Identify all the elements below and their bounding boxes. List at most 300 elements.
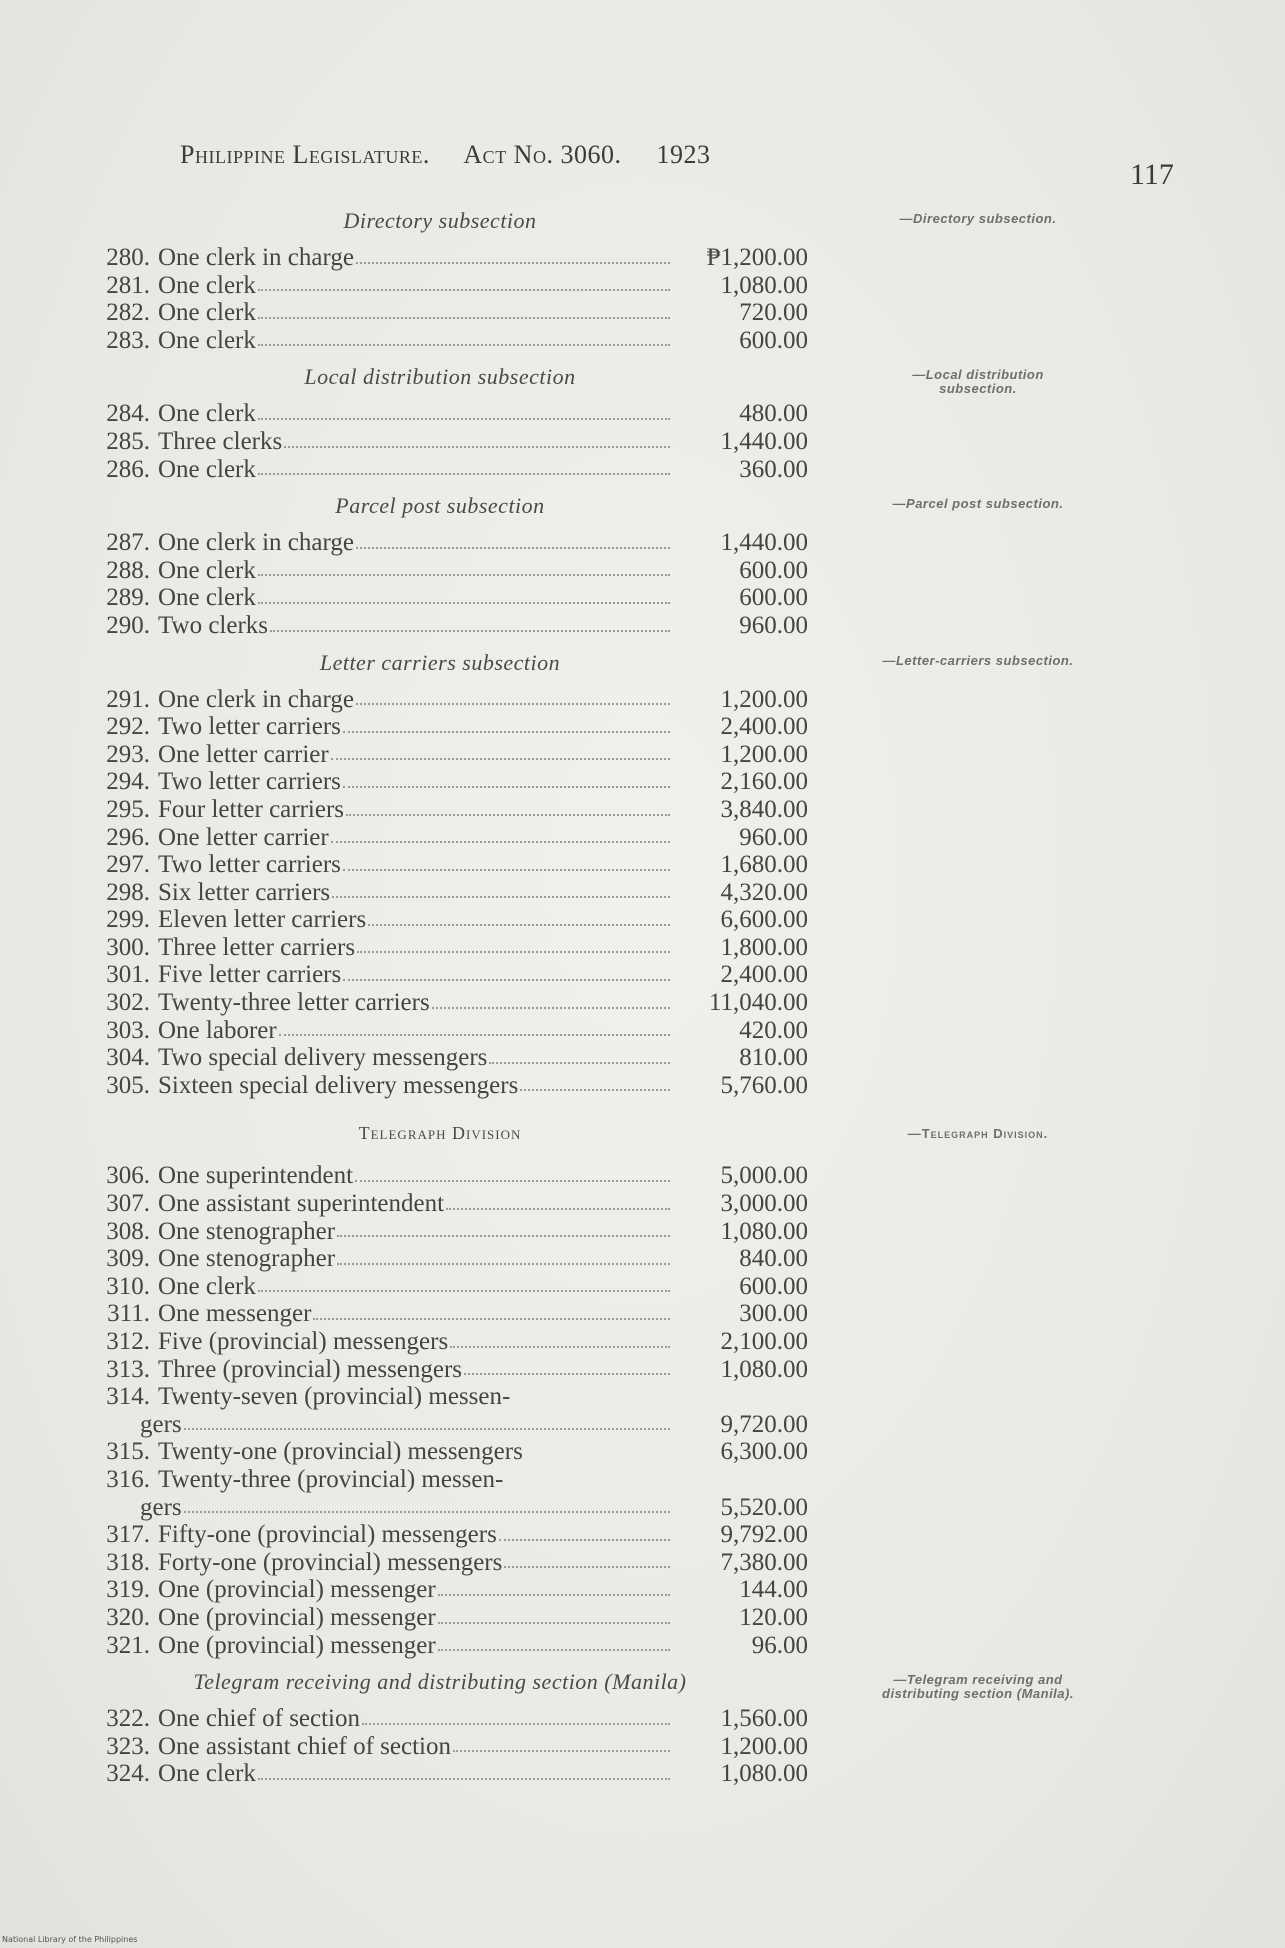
item-description-text: One clerk in charge: [158, 685, 354, 713]
item-description-text: One clerk: [158, 455, 256, 483]
item-description-text: One superintendent: [158, 1162, 354, 1190]
dot-leader: [258, 400, 670, 420]
dot-leader: [258, 299, 670, 319]
item-description: [158, 1705, 678, 1733]
item-description: [158, 1576, 678, 1604]
item-amount: 810.00: [739, 1044, 808, 1072]
dot-leader: [356, 686, 670, 706]
item-description-text: Twenty-three letter carriers: [158, 989, 430, 1017]
item-amount: 9,720.00: [720, 1410, 808, 1438]
dot-leader: [331, 741, 670, 761]
line-item: [90, 272, 890, 300]
line-item: [90, 1521, 890, 1549]
item-description: [158, 1733, 678, 1761]
item-description-text: One letter carrier: [158, 740, 329, 768]
item-description: [158, 741, 678, 769]
item-number: 301.: [106, 961, 150, 989]
item-description-text: Three (provincial) messengers: [158, 1355, 463, 1383]
item-description: [158, 612, 678, 640]
item-amount: 3,840.00: [720, 795, 808, 823]
item-description: [158, 1245, 678, 1273]
item-description-text: One clerk: [158, 556, 256, 584]
running-header: [180, 140, 880, 170]
item-description-text: Two clerks: [158, 611, 269, 639]
item-amount: 6,300.00: [720, 1438, 808, 1466]
line-item: [90, 1017, 890, 1045]
item-number: 295.: [106, 795, 150, 823]
item-number: 284.: [106, 400, 150, 428]
item-number: 286.: [106, 455, 150, 483]
dot-leader: [432, 989, 670, 1009]
line-item: [90, 244, 890, 272]
item-number: 314.: [106, 1383, 150, 1411]
section-title: [90, 208, 1057, 234]
line-item: [90, 1218, 890, 1246]
item-description-text: One clerk: [158, 326, 256, 354]
item-number: 304.: [106, 1044, 150, 1072]
item-amount: 600.00: [739, 556, 808, 584]
item-number: 315.: [106, 1438, 150, 1466]
item-description: [158, 713, 678, 741]
line-item: [90, 1632, 890, 1660]
item-amount: 1,200.00: [720, 685, 808, 713]
dot-leader: [343, 768, 670, 788]
dot-leader: [258, 557, 670, 577]
section-title: [90, 1123, 1049, 1144]
line-item: [90, 1411, 890, 1439]
item-description: [158, 851, 678, 879]
dot-leader: [258, 584, 670, 604]
line-item: [90, 529, 890, 557]
item-amount: 1,080.00: [720, 271, 808, 299]
item-number: 288.: [106, 556, 150, 584]
item-description-text: gers: [140, 1493, 182, 1521]
item-description-text: Five letter carriers: [158, 961, 342, 989]
dot-leader: [356, 244, 670, 264]
item-description: [158, 1190, 678, 1218]
item-amount: 1,560.00: [720, 1705, 808, 1733]
line-item: [90, 768, 890, 796]
item-number: 289.: [106, 584, 150, 612]
item-description-text: One clerk: [158, 299, 256, 327]
line-item: [90, 1760, 890, 1788]
item-description: [158, 1044, 678, 1072]
dot-leader: [446, 1190, 670, 1210]
footer-tag: National Library of the Philippines: [2, 1935, 138, 1944]
item-number: 321.: [106, 1631, 150, 1659]
item-amount: 96.00: [751, 1631, 808, 1659]
item-description: [158, 796, 678, 824]
item-amount: 360.00: [739, 455, 808, 483]
item-number: 302.: [106, 989, 150, 1017]
item-amount: 2,400.00: [720, 961, 808, 989]
item-amount: 1,080.00: [720, 1760, 808, 1788]
dot-leader: [343, 851, 670, 871]
item-description: [158, 456, 678, 484]
dot-leader: [258, 1273, 670, 1293]
section-title-text: Parcel post subsection: [335, 493, 545, 519]
item-number: 317.: [106, 1521, 150, 1549]
item-description: [158, 1632, 678, 1660]
dot-leader: [438, 1632, 670, 1652]
item-description: [158, 1072, 678, 1100]
item-amount: 960.00: [739, 611, 808, 639]
line-item: [90, 1044, 890, 1072]
dot-leader: [355, 1162, 670, 1182]
header-year: 1923: [656, 140, 711, 169]
margin-note: —Parcel post subsection.: [892, 496, 1064, 512]
dot-leader: [362, 1705, 670, 1725]
item-description-text: One clerk in charge: [158, 244, 354, 271]
item-description: [158, 244, 678, 272]
line-item: [90, 1604, 890, 1632]
item-description: [158, 400, 678, 428]
item-amount: 2,400.00: [720, 713, 808, 741]
item-number: 280.: [106, 244, 150, 271]
dot-leader: [331, 824, 670, 844]
item-number: 292.: [106, 713, 150, 741]
item-amount: 1,440.00: [720, 427, 808, 455]
dot-leader: [438, 1576, 670, 1596]
item-number: 318.: [106, 1548, 150, 1576]
section-title: [90, 649, 1074, 676]
item-number: 305.: [106, 1071, 150, 1099]
item-number: 294.: [106, 768, 150, 796]
item-number: 313.: [106, 1355, 150, 1383]
line-item: [90, 557, 890, 585]
section-title: [90, 1669, 1074, 1702]
item-amount: 960.00: [739, 823, 808, 851]
line-item: [90, 456, 890, 484]
item-amount: 5,520.00: [720, 1493, 808, 1521]
header-legislature: Philippine Legislature.: [180, 140, 430, 169]
item-amount: 11,040.00: [708, 989, 808, 1017]
item-description-text: Forty-one (provincial) messengers: [158, 1548, 503, 1576]
item-description-text: Five (provincial) messengers: [158, 1328, 449, 1355]
item-description-text: One letter carrier: [158, 823, 329, 851]
dot-leader: [450, 1328, 670, 1348]
item-amount: 1,200.00: [720, 1732, 808, 1760]
item-description: [158, 1760, 678, 1788]
item-description-text: One (provincial) messenger: [158, 1603, 436, 1631]
item-amount: 5,000.00: [720, 1162, 808, 1190]
item-description-text: Twenty-seven (provincial) messen-: [158, 1383, 511, 1411]
item-description-text: One stenographer: [158, 1245, 336, 1273]
item-description: [140, 1494, 678, 1522]
item-description-text: One laborer: [158, 1016, 277, 1044]
line-item: [90, 299, 890, 327]
item-number: 324.: [106, 1760, 150, 1788]
item-description: [158, 1383, 678, 1411]
line-item: [90, 1733, 890, 1761]
item-amount: 4,320.00: [720, 878, 808, 906]
item-amount: 1,440.00: [720, 529, 808, 557]
line-item: [90, 1162, 890, 1190]
line-item: [90, 1328, 890, 1356]
item-description-text: Four letter carriers: [158, 795, 345, 823]
item-description: [158, 1017, 678, 1045]
item-description-text: Two letter carriers: [158, 713, 341, 741]
line-item: [90, 1705, 890, 1733]
header-act: Act No. 3060.: [463, 140, 622, 169]
line-item: [90, 989, 890, 1017]
item-description: [140, 1411, 678, 1439]
item-description: [158, 961, 678, 989]
item-description: [158, 879, 678, 907]
dot-leader: [499, 1521, 670, 1541]
item-description: [158, 327, 678, 355]
item-description-text: One (provincial) messenger: [158, 1576, 436, 1604]
item-description-text: One clerk: [158, 1272, 256, 1300]
item-description: [158, 1466, 678, 1494]
item-amount: 144.00: [739, 1576, 808, 1604]
item-description: [158, 1328, 678, 1356]
item-description-text: Two letter carriers: [158, 851, 341, 879]
item-description: [158, 989, 678, 1017]
dot-leader: [438, 1604, 670, 1624]
item-description-text: One clerk: [158, 271, 256, 299]
dot-leader: [332, 879, 670, 899]
line-item: [90, 428, 890, 456]
section-title-text: Local distribution subsection: [304, 364, 576, 390]
line-item: [90, 1300, 890, 1328]
section-title-text: Telegraph Division: [358, 1123, 522, 1144]
item-description: [158, 1162, 678, 1190]
dot-leader: [356, 529, 670, 549]
item-amount: 600.00: [739, 326, 808, 354]
dot-leader: [258, 1760, 670, 1780]
line-item: [90, 1072, 890, 1100]
line-item: [90, 584, 890, 612]
item-amount: 6,600.00: [720, 906, 808, 934]
item-amount: 1,080.00: [720, 1355, 808, 1383]
line-item: [90, 934, 890, 962]
item-number: 293.: [106, 740, 150, 768]
line-item: [90, 686, 890, 714]
dot-leader: [357, 934, 670, 954]
line-item: [90, 327, 890, 355]
item-number: 316.: [106, 1465, 150, 1493]
margin-note: —Telegraph Division.: [907, 1126, 1049, 1142]
item-amount: ₱1,200.00: [706, 244, 808, 271]
item-description: [158, 824, 678, 852]
dot-leader: [184, 1411, 670, 1431]
dot-leader: [346, 796, 670, 816]
item-description: [158, 906, 678, 934]
item-amount: 1,080.00: [720, 1217, 808, 1245]
item-description-text: Fifty-one (provincial) messengers: [158, 1521, 497, 1549]
item-description-text: One chief of section: [158, 1705, 361, 1733]
margin-note: —Letter-carriers subsection.: [882, 652, 1074, 668]
item-description-text: One clerk: [158, 1760, 256, 1788]
item-description: [158, 686, 678, 714]
item-description: [158, 1549, 678, 1577]
item-number: 283.: [106, 326, 150, 354]
line-item: [90, 741, 890, 769]
line-item: [90, 1356, 890, 1384]
item-description: [158, 428, 678, 456]
line-item: [90, 1494, 890, 1522]
line-item: [90, 713, 890, 741]
item-number: 310.: [106, 1272, 150, 1300]
item-description-text: One stenographer: [158, 1217, 336, 1245]
item-number: 298.: [106, 878, 150, 906]
line-item: [90, 1466, 890, 1494]
item-amount: 420.00: [739, 1016, 808, 1044]
item-amount: 300.00: [739, 1300, 808, 1328]
item-amount: 840.00: [739, 1245, 808, 1273]
dot-leader: [270, 612, 670, 632]
item-description: [158, 584, 678, 612]
item-description-text: gers: [140, 1410, 182, 1438]
dot-leader: [337, 1218, 670, 1238]
item-number: 323.: [106, 1732, 150, 1760]
line-item: [90, 1273, 890, 1301]
item-number: 296.: [106, 823, 150, 851]
dot-leader: [258, 272, 670, 292]
item-amount: 7,380.00: [720, 1548, 808, 1576]
item-description-text: Two letter carriers: [158, 768, 341, 796]
item-description: [158, 299, 678, 327]
dot-leader: [368, 906, 670, 926]
item-amount: 1,200.00: [720, 740, 808, 768]
item-description-text: Two special delivery messengers: [158, 1044, 488, 1072]
item-number: 320.: [106, 1603, 150, 1631]
line-item: [90, 824, 890, 852]
item-amount: 2,100.00: [720, 1328, 808, 1355]
item-description: [158, 557, 678, 585]
item-description-text: Sixteen special delivery messengers: [158, 1071, 519, 1099]
item-description-text: One messenger: [158, 1300, 312, 1328]
dot-leader: [258, 456, 670, 476]
dot-leader: [504, 1549, 670, 1569]
line-item: [90, 1190, 890, 1218]
item-number: 299.: [106, 906, 150, 934]
dot-leader: [337, 1245, 670, 1265]
line-item: [90, 1383, 890, 1411]
item-number: 319.: [106, 1576, 150, 1604]
dot-leader: [279, 1017, 670, 1037]
item-description: [158, 1300, 678, 1328]
item-amount: 480.00: [739, 400, 808, 428]
item-description-text: Eleven letter carriers: [158, 906, 367, 934]
section-title-text: Letter carriers subsection: [319, 649, 561, 675]
item-number: 281.: [106, 271, 150, 299]
item-description-text: One assistant chief of section: [158, 1732, 451, 1760]
item-description: [158, 1604, 678, 1632]
item-description-text: One (provincial) messenger: [158, 1631, 436, 1659]
item-description-text: One clerk in charge: [158, 529, 354, 557]
item-number: 285.: [106, 427, 150, 455]
line-item: [90, 1549, 890, 1577]
item-description: [158, 529, 678, 557]
item-amount: 1,680.00: [720, 851, 808, 879]
margin-note: —Telegram receiving and distributing section (Manila).: [882, 1672, 1074, 1702]
item-number: 312.: [106, 1328, 150, 1355]
margin-note: —Local distribution subsection.: [912, 367, 1044, 397]
item-description: [158, 272, 678, 300]
item-amount: 600.00: [739, 584, 808, 612]
dot-leader: [313, 1300, 670, 1320]
item-number: 287.: [106, 529, 150, 557]
item-number: 297.: [106, 851, 150, 879]
item-number: 291.: [106, 685, 150, 713]
dot-leader: [184, 1494, 670, 1514]
item-number: 290.: [106, 611, 150, 639]
item-description-text: Twenty-one (provincial) messengers: [158, 1438, 523, 1466]
dot-leader: [343, 961, 670, 981]
line-item: [90, 879, 890, 907]
margin-note: —Directory subsection.: [899, 211, 1057, 226]
line-item: [90, 851, 890, 879]
dot-leader: [520, 1072, 670, 1092]
item-number: 307.: [106, 1190, 150, 1218]
item-description-text: Three letter carriers: [158, 933, 356, 961]
item-description-text: One assistant superintendent: [158, 1190, 445, 1218]
section-title-text: Directory subsection: [343, 208, 537, 233]
appropriation-list: [90, 198, 1074, 1788]
dot-leader: [258, 327, 670, 347]
item-description-text: One clerk: [158, 400, 256, 428]
item-amount: 1,800.00: [720, 933, 808, 961]
item-description: [158, 934, 678, 962]
line-item: [90, 1438, 890, 1466]
item-description: [158, 1356, 678, 1384]
item-description: [158, 768, 678, 796]
line-item: [90, 1576, 890, 1604]
dot-leader: [453, 1733, 670, 1753]
item-description: [158, 1438, 678, 1466]
item-number: 282.: [106, 299, 150, 327]
section-title: [90, 364, 1044, 397]
item-amount: 3,000.00: [720, 1190, 808, 1218]
dot-leader: [489, 1044, 670, 1064]
item-amount: 9,792.00: [720, 1521, 808, 1549]
item-description-text: Twenty-three (provincial) messen-: [158, 1465, 504, 1493]
item-description: [158, 1521, 678, 1549]
item-amount: 2,160.00: [720, 768, 808, 796]
item-description: [158, 1273, 678, 1301]
line-item: [90, 906, 890, 934]
item-description-text: Three clerks: [158, 427, 283, 455]
item-amount: 600.00: [739, 1272, 808, 1300]
section-title: [90, 493, 1064, 519]
item-description-text: Six letter carriers: [158, 878, 331, 906]
item-number: 308.: [106, 1217, 150, 1245]
item-description-text: One clerk: [158, 584, 256, 612]
dot-leader: [284, 428, 670, 448]
item-number: 309.: [106, 1245, 150, 1273]
item-number: 311.: [107, 1300, 150, 1328]
item-number: 300.: [106, 933, 150, 961]
page-number: 117: [1130, 158, 1174, 191]
item-number: 322.: [106, 1705, 150, 1733]
line-item: [90, 1245, 890, 1273]
dot-leader: [343, 713, 670, 733]
item-amount: 120.00: [739, 1603, 808, 1631]
item-description: [158, 1218, 678, 1246]
item-number: 306.: [106, 1162, 150, 1190]
line-item: [90, 796, 890, 824]
line-item: [90, 961, 890, 989]
dot-leader: [464, 1356, 670, 1376]
item-number: 303.: [106, 1016, 150, 1044]
item-amount: 5,760.00: [720, 1071, 808, 1099]
item-amount: 720.00: [739, 299, 808, 327]
line-item: [90, 612, 890, 640]
line-item: [90, 400, 890, 428]
section-title-text: Telegram receiving and distributing section (Manila): [193, 1669, 687, 1695]
